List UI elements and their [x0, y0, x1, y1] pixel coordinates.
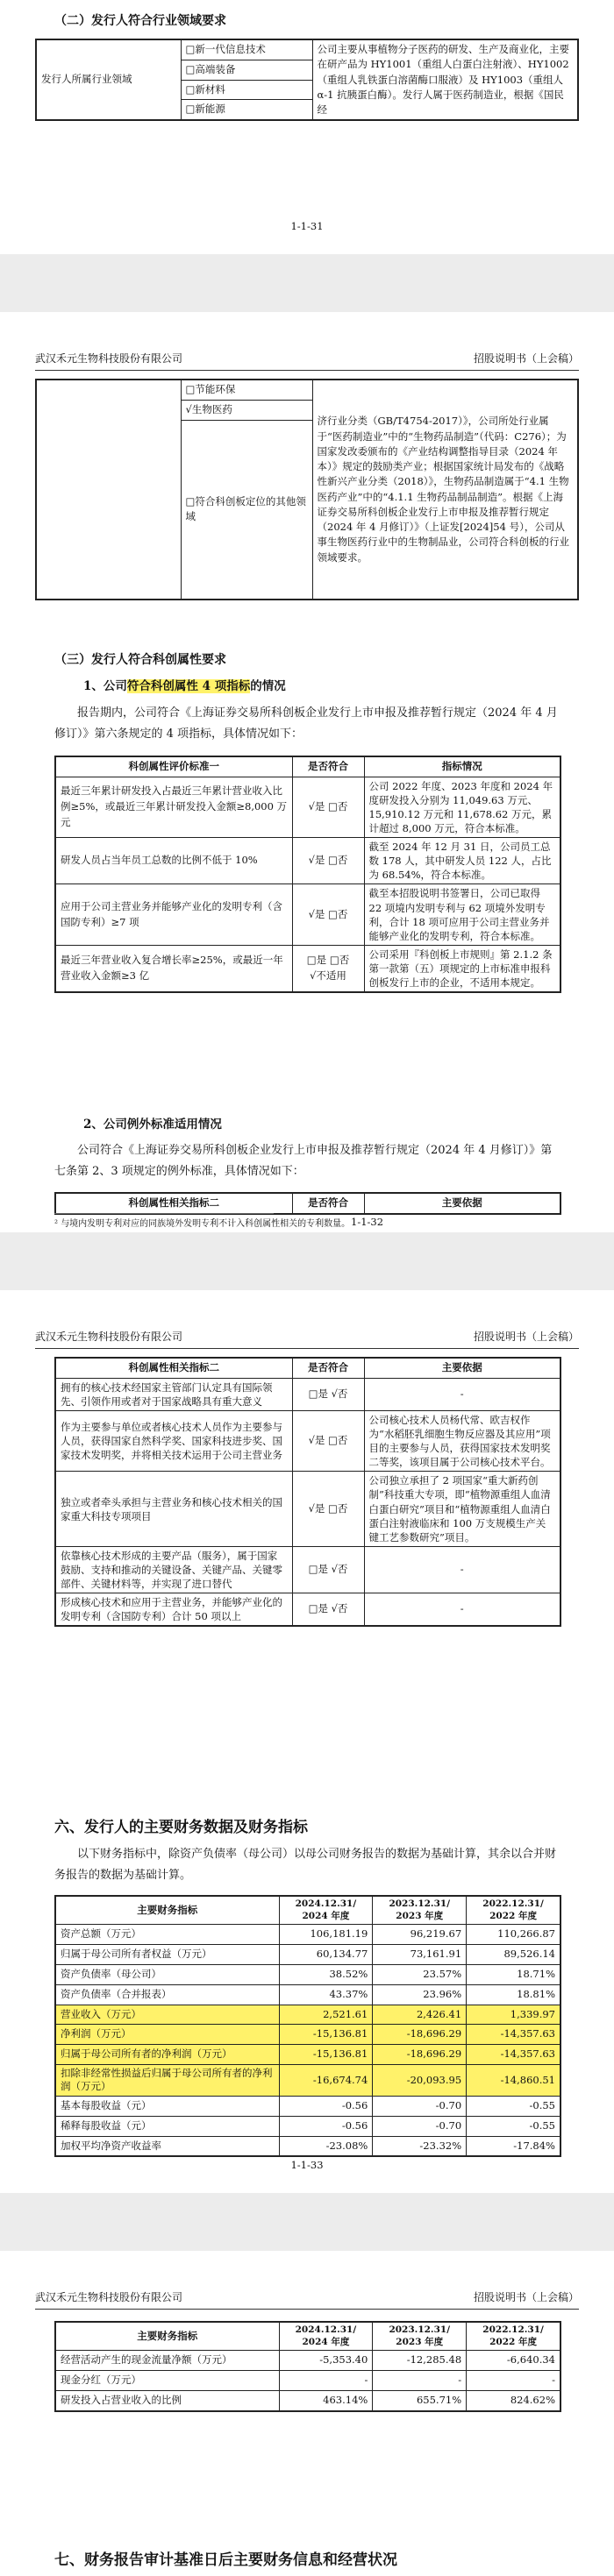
doc-type: 招股说明书（上会稿） — [473, 352, 579, 365]
column-header: 科创属性评价标准一 — [55, 756, 292, 777]
column-header: 2024.12.31/ 2024 年度 — [279, 2322, 373, 2351]
page-3 — [0, 1290, 614, 2193]
criteria-table-2-header — [54, 1192, 561, 1215]
page-header — [35, 1329, 579, 1349]
table-row: 作为主要参与单位或者核心技术人员作为主要参与人员，获得国家自然科学奖、国家科技进步奖、国家技术发明奖，并将相关技术运用于公司主营业务 √是 □否 公司核心技术人员杨代常、欧吉权作为“水稻胚乳细胞生物反应器及其应用”项目的主要参与人员，获得国家技术发明奖二等奖，该项目属于公司核心技术平台。 — [55, 1411, 560, 1472]
table-row-highlighted: 营业收入（万元） 2,521.61 2,426.41 1,339.97 — [55, 2005, 560, 2025]
table-row: 稀释每股收益（元） -0.56 -0.70 -0.55 — [55, 2116, 560, 2136]
compliance-status: √是 □否 — [292, 1411, 364, 1472]
page-2 — [0, 312, 614, 1232]
doc-type: 招股说明书（上会稿） — [473, 1331, 579, 1343]
paragraph: 以下财务指标中，除资产负债率（母公司）以母公司财务报告的数据为基础计算，其余以合并财务报告的数据为基础计算。 — [54, 1848, 557, 1883]
table-row: 拥有的核心技术经国家主管部门认定具有国际领先、引领作用或者对于国家战略具有重大意义 □是 √否 - — [55, 1378, 560, 1410]
highlighted-text: 符合科创属性 4 项指标 — [126, 679, 251, 693]
table-row: 最近三年累计研发投入占最近三年累计营业收入比例≥5%，或最近三年累计研发投入金额≥8,000 万元 √是 □否 公司 2022 年度、2023 年度和 2024 年度研发投入分别为 11,049.63 万元、15,910.12 万元和 11,678.62 万元，累计超过 8,000 万元，符合本标准。 — [55, 777, 560, 837]
table-row: 形成核心技术和应用于主营业务，并能够产业化的发明专利（含国防专利）合计 50 项以上 □是 √否 - — [55, 1593, 560, 1627]
section-heading: 七、财务报告审计基准日后主要财务信息和经营状况 — [54, 2551, 397, 2569]
doc-type: 招股说明书（上会稿） — [473, 2291, 579, 2303]
page-1 — [0, 0, 614, 254]
subsection-heading: 1、公司符合科创属性 4 项指标的情况 — [83, 679, 286, 693]
table-row-highlighted: 扣除非经常性损益后归属于母公司所有者的净利润（万元） -16,674.74 -20,093.95 -14,860.51 — [55, 2064, 560, 2096]
page-header — [35, 351, 579, 371]
table-row: 资产总额（万元） 106,181.19 96,219.67 110,266.87 — [55, 1925, 560, 1945]
page-number: 1-1-31 — [290, 220, 324, 232]
section-heading: （三）发行人符合科创属性要求 — [54, 653, 226, 667]
column-header: 主要依据 — [364, 1358, 560, 1378]
table-row: 应用于公司主营业务并能够产业化的发明专利（含国防专利）≥7 项 √是 □否 截至本招股说明书签署日，公司已取得 22 项境内发明专利与 62 项境外发明专利，合计 18 项可应用于公司主营业务并能够产业化的发明专利，符合本标准。 — [55, 884, 560, 945]
table-row: 独立或者牵头承担与主营业务和核心技术相关的国家重大科技专项项目 √是 □否 公司独立承担了 2 项国家“重大新药创制”科技重大专项，即“植物源重组人血清白蛋白研究”项目和“植物源重组人血清白蛋白注射液临床和 100 万支规模生产关键工艺参数研究”项目。 — [55, 1472, 560, 1546]
column-header: 指标情况 — [364, 756, 560, 777]
column-header: 主要财务指标 — [55, 2322, 279, 2351]
explanation-cell: 公司主要从事植物分子医药的研发、生产及商业化，主要在研产品为 HY1001（重组人白蛋白注射液）、HY1002（重组人乳铁蛋白溶菌酶口服液）及 HY1003（重组人 α-1 抗胰蛋白酶）。发行人属于医药制造业，根据《国民经 — [312, 39, 578, 120]
table-row: 加权平均净资产收益率 -23.08% -23.32% -17.84% — [55, 2136, 560, 2156]
compliance-status: √是 □否 — [292, 838, 364, 884]
financial-table — [54, 1895, 561, 2157]
column-header: 主要财务指标 — [55, 1896, 279, 1925]
section-heading: 六、发行人的主要财务数据及财务指标 — [54, 1819, 308, 1836]
compliance-status: □是 □否 √不适用 — [292, 945, 364, 992]
company-name: 武汉禾元生物科技股份有限公司 — [35, 352, 183, 365]
table-row: 经营活动产生的现金流量净额（万元） -5,353.40 -12,285.48 -6,640.34 — [55, 2351, 560, 2371]
compliance-status: □是 √否 — [292, 1378, 364, 1410]
footnote: ² 与境内发明专利对应的同族境外发明专利不计入科创属性相关的专利数量。 — [54, 1213, 274, 1231]
page-4 — [0, 2251, 614, 2576]
table-row: 资产负债率（母公司） 38.52% 23.57% 18.71% — [55, 1964, 560, 1984]
table-row-highlighted: 净利润（万元） -15,136.81 -18,696.29 -14,357.63 — [55, 2025, 560, 2045]
industry-table — [35, 39, 579, 121]
financial-table-cont — [54, 2321, 561, 2412]
column-header: 2023.12.31/ 2023 年度 — [373, 1896, 467, 1925]
compliance-status: □是 √否 — [292, 1593, 364, 1627]
option-item: □新一代信息技术 — [181, 39, 312, 60]
column-header: 是否符合 — [292, 1358, 364, 1378]
page-number: 1-1-32 — [351, 1216, 384, 1228]
compliance-status: √是 □否 — [292, 1472, 364, 1546]
column-header: 2022.12.31/ 2022 年度 — [467, 2322, 560, 2351]
option-item: □新材料 — [181, 80, 312, 100]
page-number: 1-1-33 — [290, 2159, 324, 2171]
option-item: □符合科创板定位的其他领域 — [181, 420, 312, 600]
table-row: 基本每股收益（元） -0.56 -0.70 -0.55 — [55, 2097, 560, 2117]
company-name: 武汉禾元生物科技股份有限公司 — [35, 2291, 183, 2303]
compliance-status: √是 □否 — [292, 884, 364, 945]
column-header: 2023.12.31/ 2023 年度 — [373, 2322, 467, 2351]
table-row: 研发投入占营业收入的比例 463.14% 655.71% 824.62% — [55, 2390, 560, 2410]
column-header: 2024.12.31/ 2024 年度 — [279, 1896, 373, 1925]
table-row: 最近三年营业收入复合增长率≥25%，或最近一年营业收入金额≥3 亿 □是 □否 √不适用 公司采用『科创板上市规则』第 2.1.2 条第一款第（五）项规定的上市标准申报科创板发行上市的企业，不适用本规定。 — [55, 945, 560, 992]
criteria-table-2 — [54, 1357, 561, 1627]
column-header: 科创属性相关指标二 — [55, 1193, 292, 1214]
table-row: 现金分红（万元） - - - — [55, 2371, 560, 2391]
table-row-highlighted: 归属于母公司所有者的净利润（万元） -15,136.81 -18,696.29 -14,357.63 — [55, 2045, 560, 2065]
table-row: 研发人员占当年员工总数的比例不低于 10% √是 □否 截至 2024 年 12 月 31 日，公司员工总数 178 人，其中研发人员 122 人，占比为 68.54%，符合本标准。 — [55, 838, 560, 884]
paragraph: 公司符合《上海证券交易所科创板企业发行上市申报及推荐暂行规定（2024 年 4 月修订）》第七条第 2、3 项规定的例外标准，具体情况如下： — [54, 1144, 553, 1179]
explanation-cell: 济行业分类（GB/T4754-2017）》，公司所处行业属于“医药制造业”中的“生物药品制造”（代码：C276）；为国家发改委颁布的《产业结构调整指导目录（2024 年本）》规定的鼓励类产业；根据国家统计局发布的《战略性新兴产业分类（2018）》，生物药品制造属于“4.1 生物医药产业”中的“4.1.1 生物药品制品制造”。根据《上海证券交易所科创板企业发行上市申报及推荐暂行规定（2024 年 4 月修订）》（上证发[2024]54 号），公司从事生物医药行业中的生物制品业，公司符合科创板的行业领域要求。 — [312, 380, 578, 600]
column-header: 2022.12.31/ 2022 年度 — [467, 1896, 560, 1925]
page-gap — [0, 1232, 614, 1290]
compliance-status: √是 □否 — [292, 777, 364, 837]
subsection-heading: 2、公司例外标准适用情况 — [83, 1118, 222, 1132]
table-row: 依靠核心技术形成的主要产品（服务），属于国家鼓励、支持和推动的关键设备、关键产品、关键零部件、关键材料等，并实现了进口替代 □是 √否 - — [55, 1546, 560, 1593]
paragraph: 报告期内，公司符合《上海证券交易所科创板企业发行上市申报及推荐暂行规定（2024 年 4 月修订）》第六条规定的 4 项指标，具体情况如下： — [54, 706, 558, 742]
option-item: □高端装备 — [181, 60, 312, 80]
compliance-status: □是 √否 — [292, 1546, 364, 1593]
criteria-table-1 — [54, 756, 561, 993]
industry-table-cont — [35, 379, 579, 600]
option-item: √生物医药 — [181, 400, 312, 420]
column-header: 是否符合 — [292, 1193, 364, 1214]
table-row: 资产负债率（合并报表） 43.37% 23.96% 18.81% — [55, 1984, 560, 2005]
page-gap — [0, 254, 614, 312]
option-item: □新能源 — [181, 100, 312, 120]
option-item: □节能环保 — [181, 380, 312, 400]
page-header — [35, 2289, 579, 2310]
table-row: 归属于母公司所有者权益（万元） 60,134.77 73,161.91 89,526.14 — [55, 1945, 560, 1965]
page-gap — [0, 2193, 614, 2251]
section-heading: （二）发行人符合行业领域要求 — [54, 14, 226, 28]
column-header: 主要依据 — [364, 1193, 560, 1214]
company-name: 武汉禾元生物科技股份有限公司 — [35, 1331, 183, 1343]
field-label: 发行人所属行业领域 — [36, 39, 181, 120]
column-header: 是否符合 — [292, 756, 364, 777]
column-header: 科创属性相关指标二 — [55, 1358, 292, 1378]
